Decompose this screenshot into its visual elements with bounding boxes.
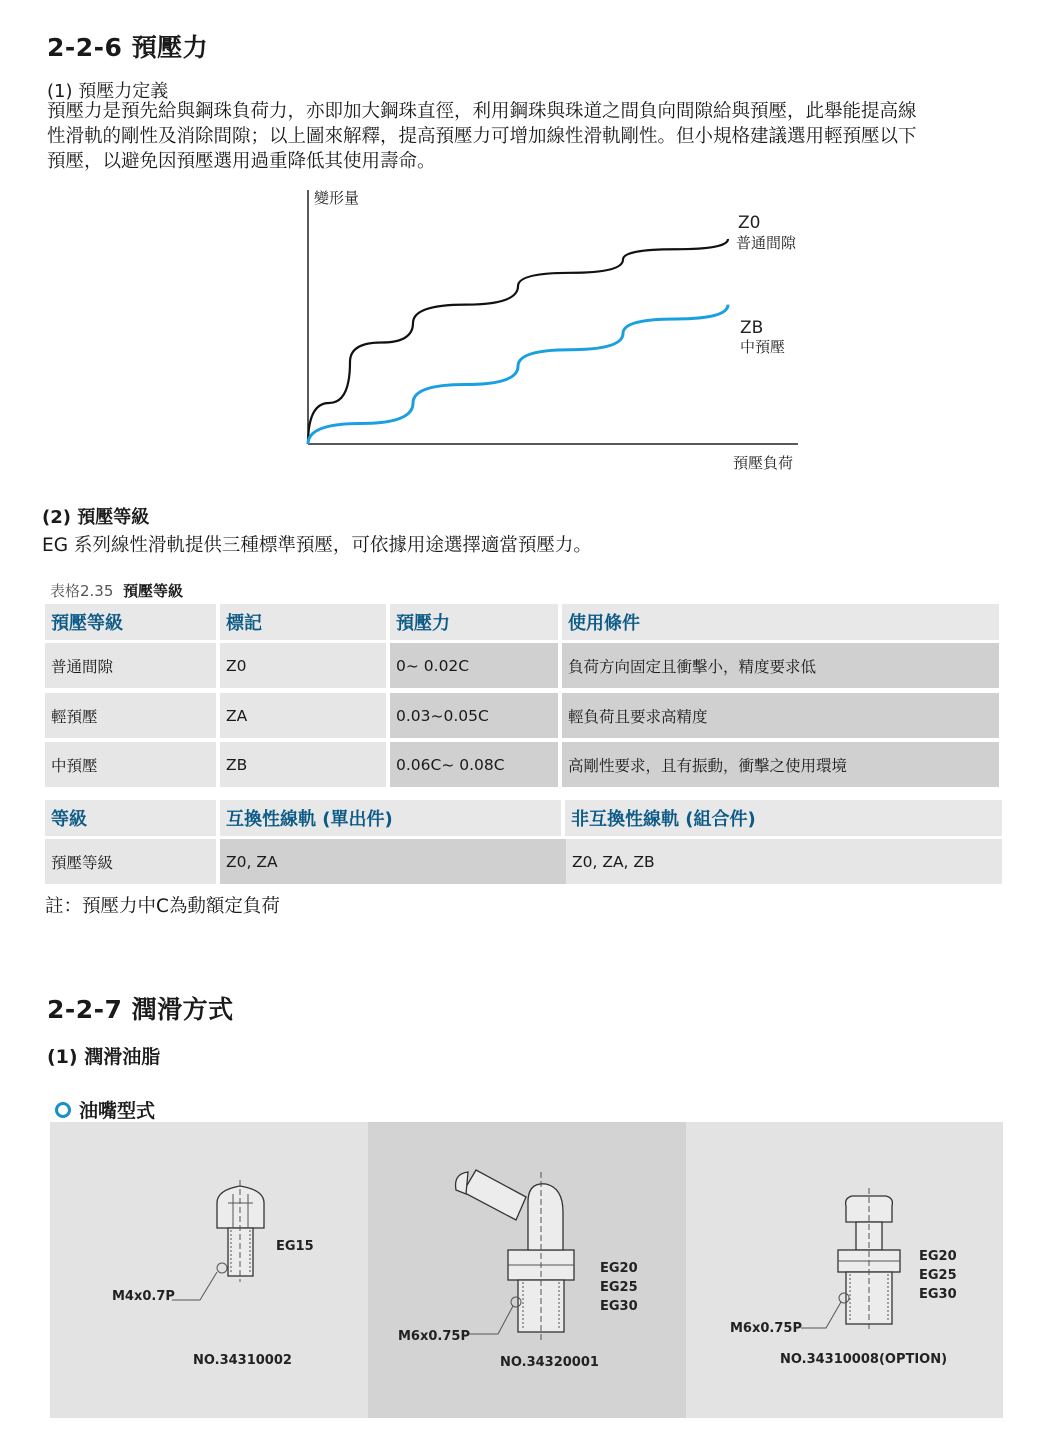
nipple-thread: M6x0.75P — [398, 1329, 470, 1344]
table-header-cell: 標記 — [220, 604, 386, 640]
preload-definition-paragraph — [47, 99, 1027, 174]
table-cell: 中預壓 — [45, 742, 216, 787]
section-title-preload: 2-2-6 預壓力 — [47, 33, 209, 62]
preload-deformation-chart — [290, 182, 830, 477]
nipple-panel-2 — [368, 1122, 686, 1418]
nipple-part-number: NO.34310002 — [193, 1353, 292, 1368]
table-cell: 普通間隙 — [45, 643, 216, 688]
table-header-cell: 非互換性線軌 (組合件) — [565, 800, 1002, 836]
paragraph-line: 預壓，以避免因預壓選用過重降低其使用壽命。 — [47, 151, 436, 172]
table-cell: Z0, ZA — [220, 839, 566, 884]
series-desc-zb: 中預壓 — [740, 338, 786, 356]
table-header-cell: 預壓力 — [390, 604, 558, 640]
nipple-size: EG20 — [919, 1249, 957, 1264]
nipple-thread: M6x0.75P — [730, 1321, 802, 1336]
nipple-size: EG30 — [919, 1287, 957, 1302]
table-cell: 0~ 0.02C — [390, 643, 558, 688]
table-note: 註：預壓力中C為動額定負荷 — [45, 896, 280, 917]
table-header-cell: 互換性線軌 (單出件) — [220, 800, 561, 836]
nipple-size: EG15 — [276, 1239, 314, 1254]
table2-row — [45, 839, 1002, 884]
table-cell: 高剛性要求，且有振動，衝擊之使用環境 — [562, 742, 999, 787]
table-row — [45, 742, 1003, 787]
paragraph-line: 性滑軌的剛性及消除間隙；以上圖來解釋，提高預壓力可增加線性滑軌剛性。但小規格建議選用輕預壓以下 — [47, 126, 917, 147]
table-cell: 0.03~0.05C — [390, 693, 558, 738]
table-row — [45, 643, 1003, 688]
series-desc-z0: 普通間隙 — [736, 234, 797, 252]
paragraph-line: 預壓力是預先給與鋼珠負荷力，亦即加大鋼珠直徑，利用鋼珠與珠道之間負向間隙給與預壓，此舉能提高線 — [47, 101, 917, 122]
table-header-row — [45, 604, 1003, 640]
nipple-panel-3 — [686, 1122, 1003, 1418]
nipple-size: EG25 — [600, 1280, 638, 1295]
table-header-cell: 等級 — [45, 800, 216, 836]
nipple-size: EG25 — [919, 1268, 957, 1283]
subheading-preload-classes: (2) 預壓等級 — [42, 507, 150, 528]
nipple-thread: M4x0.7P — [112, 1289, 175, 1304]
table-caption — [50, 580, 183, 601]
table-cell: Z0, ZA, ZB — [566, 839, 1002, 884]
subheading-grease: (1) 潤滑油脂 — [47, 1046, 161, 1068]
grease-nipple-heading — [55, 1096, 155, 1123]
table-cell: 0.06C~ 0.08C — [390, 742, 558, 787]
table-caption-title: 預壓等級 — [122, 582, 183, 600]
series-label-z0: Z0 — [738, 213, 761, 233]
y-axis-label: 變形量 — [314, 189, 360, 207]
nipple-part-number: NO.34320001 — [500, 1355, 599, 1370]
section-title-lubrication: 2-2-7 潤滑方式 — [47, 995, 234, 1024]
table-cell: 預壓等級 — [45, 839, 216, 884]
table-row — [45, 693, 1003, 738]
nipple-panel-1 — [50, 1122, 368, 1418]
table-caption-number: 表格2.35 — [50, 582, 114, 600]
series-line-zb — [308, 305, 728, 444]
table-cell: 輕預壓 — [45, 693, 216, 738]
table-cell: 輕負荷且要求高精度 — [562, 693, 999, 738]
table-header-cell: 預壓等級 — [45, 604, 216, 640]
table-cell: Z0 — [220, 643, 386, 688]
table-cell: 負荷方向固定且衝擊小，精度要求低 — [562, 643, 999, 688]
x-axis-label: 預壓負荷 — [733, 454, 794, 472]
table-cell: ZB — [220, 742, 386, 787]
nipple-size: EG20 — [600, 1261, 638, 1276]
straight-nipple-drawing — [50, 1122, 368, 1418]
series-line-z0 — [308, 239, 728, 444]
preload-classes-paragraph: EG 系列線性滑軌提供三種標準預壓，可依據用途選擇適當預壓力。 — [42, 535, 592, 556]
angled-nipple-drawing — [368, 1122, 686, 1418]
straight-nipple-option-drawing — [686, 1122, 1003, 1418]
circle-bullet-icon — [55, 1102, 71, 1118]
nipple-part-number: NO.34310008(OPTION) — [780, 1352, 948, 1367]
subheading-preload-definition: (1) 預壓力定義 — [47, 81, 169, 102]
table-cell: ZA — [220, 693, 386, 738]
grease-nipple-heading-text: 油嘴型式 — [79, 1100, 156, 1122]
table-header-cell: 使用條件 — [562, 604, 999, 640]
table2-header-row — [45, 800, 1002, 836]
series-label-zb: ZB — [740, 318, 764, 338]
nipple-size: EG30 — [600, 1299, 638, 1314]
